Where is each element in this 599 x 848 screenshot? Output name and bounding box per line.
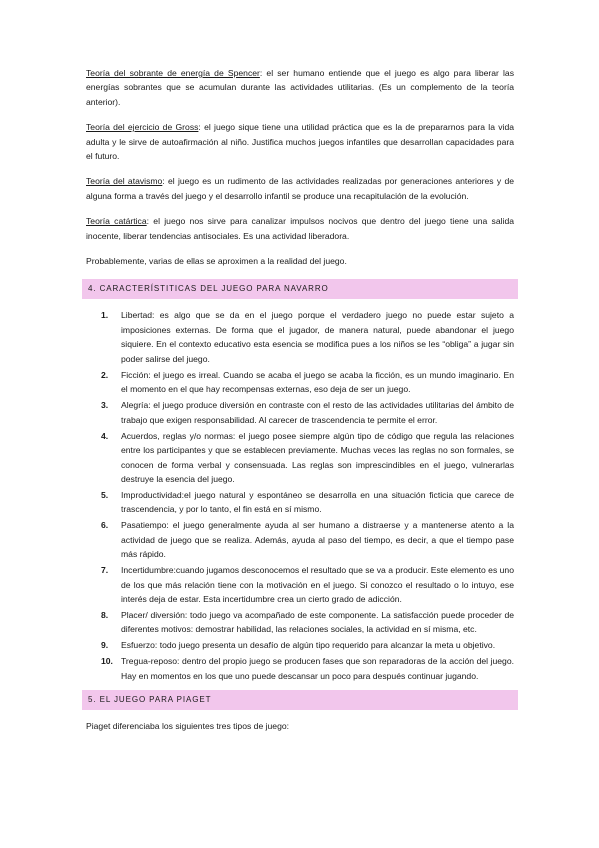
list-item: [86, 308, 514, 366]
theory-text: : el ser humano entiende que el juego es algo para liberar las energías sobrantes que se acumulan durante las actividades utilitarias. (Es un complemento de la teoría anterior).: [86, 68, 514, 107]
section-heading-navarro: 4. CARACTERÍSTITICAS DEL JUEGO PARA NAVARRO: [82, 279, 518, 299]
list-item: [86, 518, 514, 561]
list-item-text: Libertad: es algo que se da en el juego porque el verdadero juego no puede estar sujeto a imposiciones externas. De forma que el jugador, de manera natural, puede abandonar el juego siquiere. En el contexto educativo esta esencia se modifica pues a los niños se les “obliga” a jugar sin poder salirse del juego.: [121, 310, 514, 364]
list-item-number: 1.: [101, 310, 109, 321]
theory-catartica: [86, 214, 514, 243]
list-item-text: Esfuerzo: todo juego presenta un desafío de algún tipo requerido para alcanzar la meta u objetivo.: [121, 640, 496, 651]
list-item-number: 7.: [101, 565, 109, 576]
list-item-number: 2.: [101, 369, 109, 380]
list-item-text: Tregua-reposo: dentro del propio juego se producen fases que son reparadoras de la acción del juego. Hay en momentos en los que uno puede descansar un poco para después continuar jugando.: [121, 656, 514, 681]
list-item-number: 10.: [101, 656, 113, 667]
list-item-number: 6.: [101, 520, 109, 531]
list-item-text: Pasatiempo: el juego generalmente ayuda al ser humano a distraerse y a mantenerse atento a la actividad de juego que se realiza. Además, ayuda al paso del tiempo, es decir, a que el tiempo pase más rápido.: [121, 520, 514, 560]
closing-paragraph: Probablemente, varias de ellas se aproximen a la realidad del juego.: [86, 256, 347, 267]
list-item: [86, 638, 514, 652]
list-item-number: 9.: [101, 640, 109, 651]
theory-term: Teoría del atavismo: [86, 176, 163, 187]
piaget-intro: Piaget diferenciaba los siguientes tres tipos de juego:: [86, 721, 290, 732]
list-item-number: 8.: [101, 610, 109, 621]
theory-gross: [86, 120, 514, 163]
list-item-text: Alegría: el juego produce diversión en contraste con el resto de las actividades utilitarias del ámbito de trabajo que exigen responsabilidad. Al carecer de trascendencia te permite el error.: [121, 400, 514, 425]
list-item-text: Placer/ diversión: todo juego va acompañado de este componente. La satisfacción puede proceder de diferentes motivos: demostrar habilidad, las relaciones sociales, la actividad en sí misma, etc.: [121, 610, 514, 635]
characteristics-list: [86, 308, 514, 683]
list-item: [86, 398, 514, 427]
list-item: [86, 488, 514, 517]
theory-text: : el juego sique tiene una utilidad práctica que es la de prepararnos para la vida adulta y le sirve de autoafirmación al niño. Justifica muchos juegos infantiles que desarrollan capacidades para el futuro.: [86, 122, 514, 162]
theory-term: Teoría catártica: [86, 216, 147, 227]
list-item-number: 3.: [101, 400, 109, 411]
theory-term: Teoría del sobrante de energía de Spencer: [86, 68, 260, 78]
list-item-text: Incertidumbre:cuando jugamos desconocemos el resultado que se va a producir. Este elemento es uno de los que más relación tiene con la motivación en el juego. Si conozco el resultado o lo intuyo, ese interés deja de estar. Esta incertidumbre crea un cierto grado de adicción.: [121, 565, 514, 605]
theory-text: : el juego es un rudimento de las actividades realizadas por generaciones anteriores y de alguna forma a través del juego y el desarrollo infantil se produce una recapitulación de la evolución.: [86, 176, 515, 201]
list-item: [86, 654, 514, 683]
list-item-number: 5.: [101, 489, 109, 500]
list-item-text: Acuerdos, reglas y/o normas: el juego posee siempre algún tipo de código que regula las relaciones entre los participantes y que se establecen previamente. Muchas veces las reglas no son formales, se conocen de forma verbal y consensuada. Las reglas son imprescindibles en el juego, vulnerarlas destruye la esencia del juego.: [121, 430, 514, 484]
list-item-text: Improductividad:el juego natural y espontáneo se desarrolla en una situación ficticia que carece de trascendencia, y por lo tanto, el fin está en sí mismo.: [121, 489, 514, 515]
theory-spencer: [86, 66, 514, 109]
theory-term: Teoría del ejercicio de Gross: [86, 122, 199, 133]
list-item: [86, 429, 514, 487]
section-heading-piaget: 5. EL JUEGO PARA PIAGET: [82, 690, 518, 710]
list-item: [86, 563, 514, 606]
list-item: [86, 368, 514, 397]
list-item: [86, 608, 514, 637]
theory-text: : el juego nos sirve para canalizar impulsos nocivos que dentro del juego tiene una salida inocente, liberar tendencias antisociales. Es una actividad liberadora.: [86, 216, 515, 241]
list-item-text: Ficción: el juego es irreal. Cuando se acaba el juego se acaba la ficción, es un mundo imaginario. En el momento en el que hay recompensas externas, eso deja de ser un juego.: [121, 369, 514, 395]
theory-atavismo: [86, 174, 514, 203]
list-item-number: 4.: [101, 430, 109, 441]
document-content: [86, 66, 514, 745]
